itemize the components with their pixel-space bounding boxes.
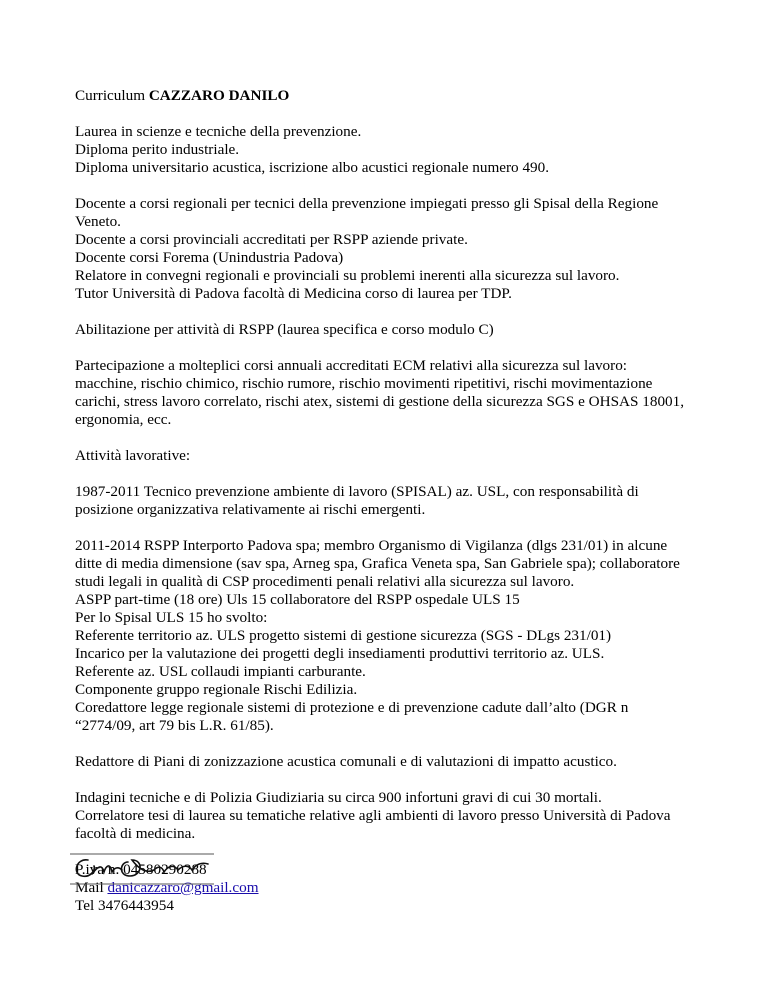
teaching-section [75, 195, 715, 303]
education-line: Diploma universitario acustica, iscrizione albo acustici regionale numero 490. [75, 159, 550, 176]
acoustic-line: Redattore di Piani di zonizzazione acustica comunali e di valutazioni di impatto acustico. [75, 753, 617, 770]
work-line: Coredattore legge regionale sistemi di protezione e di prevenzione cadute dall’alto (DGR n [75, 699, 629, 716]
email-label: Mail [75, 879, 108, 896]
email-link[interactable]: danicazzaro@gmail.com [107, 879, 259, 896]
investigations-line: Correlatore tesi di laurea su tematiche relative agli ambienti di lavoro presso Università di Padova [75, 807, 671, 824]
handwritten-signature [68, 848, 216, 888]
work-line: Incarico per la valutazione dei progetti degli insediamenti produttivi territorio az. ULS. [75, 645, 605, 662]
work-line: studi legali in qualità di CSP procedimenti penali relativi alla sicurezza sul lavoro. [75, 573, 575, 590]
qualification-line: Abilitazione per attività di RSPP (laurea specifica e corso modulo C) [75, 321, 494, 338]
phone-number: Tel 3476443954 [75, 897, 174, 914]
courses-line: macchine, rischio chimico, rischio rumore, rischio movimenti ripetitivi, rischi movimentazione [75, 375, 653, 392]
work-line: “2774/09, art 79 bis L.R. 61/85). [75, 717, 274, 734]
teaching-line: Veneto. [75, 213, 121, 230]
teaching-line: Docente a corsi regionali per tecnici della prevenzione impiegati presso gli Spisal della Regione [75, 195, 659, 212]
work-heading: Attività lavorative: [75, 447, 191, 464]
teaching-line: Tutor Università di Padova facoltà di Medicina corso di laurea per TDP. [75, 285, 512, 302]
investigations-section [75, 789, 715, 843]
work-line: Referente territorio az. ULS progetto sistemi di gestione sicurezza (SGS - DLgs 231/01) [75, 627, 612, 644]
work-line: posizione organizzativa relativamente ai rischi emergenti. [75, 501, 426, 518]
work-line: ASPP part-time (18 ore) Uls 15 collaboratore del RSPP ospedale ULS 15 [75, 591, 520, 608]
courses-section [75, 357, 715, 429]
person-name: CAZZARO DANILO [148, 87, 290, 104]
investigations-line: facoltà di medicina. [75, 825, 196, 842]
courses-line: carichi, stress lavoro correlato, rischi atex, sistemi di gestione della sicurezza SGS e OHSAS 18001, [75, 393, 685, 410]
vat-number: P.iva n. 04580290288 [75, 861, 207, 878]
teaching-line: Relatore in convegni regionali e provinciali su problemi inerenti alla sicurezza sul lavoro. [75, 267, 620, 284]
investigations-line: Indagini tecniche e di Polizia Giudiziaria su circa 900 infortuni gravi di cui 30 mortali. [75, 789, 602, 806]
title-prefix: Curriculum [75, 87, 149, 104]
education-line: Laurea in scienze e tecniche della prevenzione. [75, 123, 362, 140]
work-line: 1987-2011 Tecnico prevenzione ambiente di lavoro (SPISAL) az. USL, con responsabilità di [75, 483, 639, 500]
education-section [75, 123, 715, 177]
courses-line: Partecipazione a molteplici corsi annuali accreditati ECM relativi alla sicurezza sul lavoro: [75, 357, 628, 374]
cv-title [75, 87, 715, 105]
work-line: Referente az. USL collaudi impianti carburante. [75, 663, 366, 680]
teaching-line: Docente a corsi provinciali accreditati per RSPP aziende private. [75, 231, 468, 248]
teaching-line: Docente corsi Forema (Unindustria Padova) [75, 249, 344, 266]
education-line: Diploma perito industriale. [75, 141, 240, 158]
work-1987-section [75, 483, 715, 519]
courses-line: ergonomia, ecc. [75, 411, 172, 428]
work-2011-section [75, 537, 715, 735]
cv-document [75, 87, 715, 915]
work-line: Per lo Spisal ULS 15 ho svolto: [75, 609, 268, 626]
work-line: Componente gruppo regionale Rischi Edilizia. [75, 681, 358, 698]
work-line: ditte di media dimensione (sav spa, Arneg spa, Grafica Veneta spa, San Gabriele spa); collaboratore [75, 555, 680, 572]
work-line: 2011-2014 RSPP Interporto Padova spa; membro Organismo di Vigilanza (dlgs 231/01) in alcune [75, 537, 668, 554]
